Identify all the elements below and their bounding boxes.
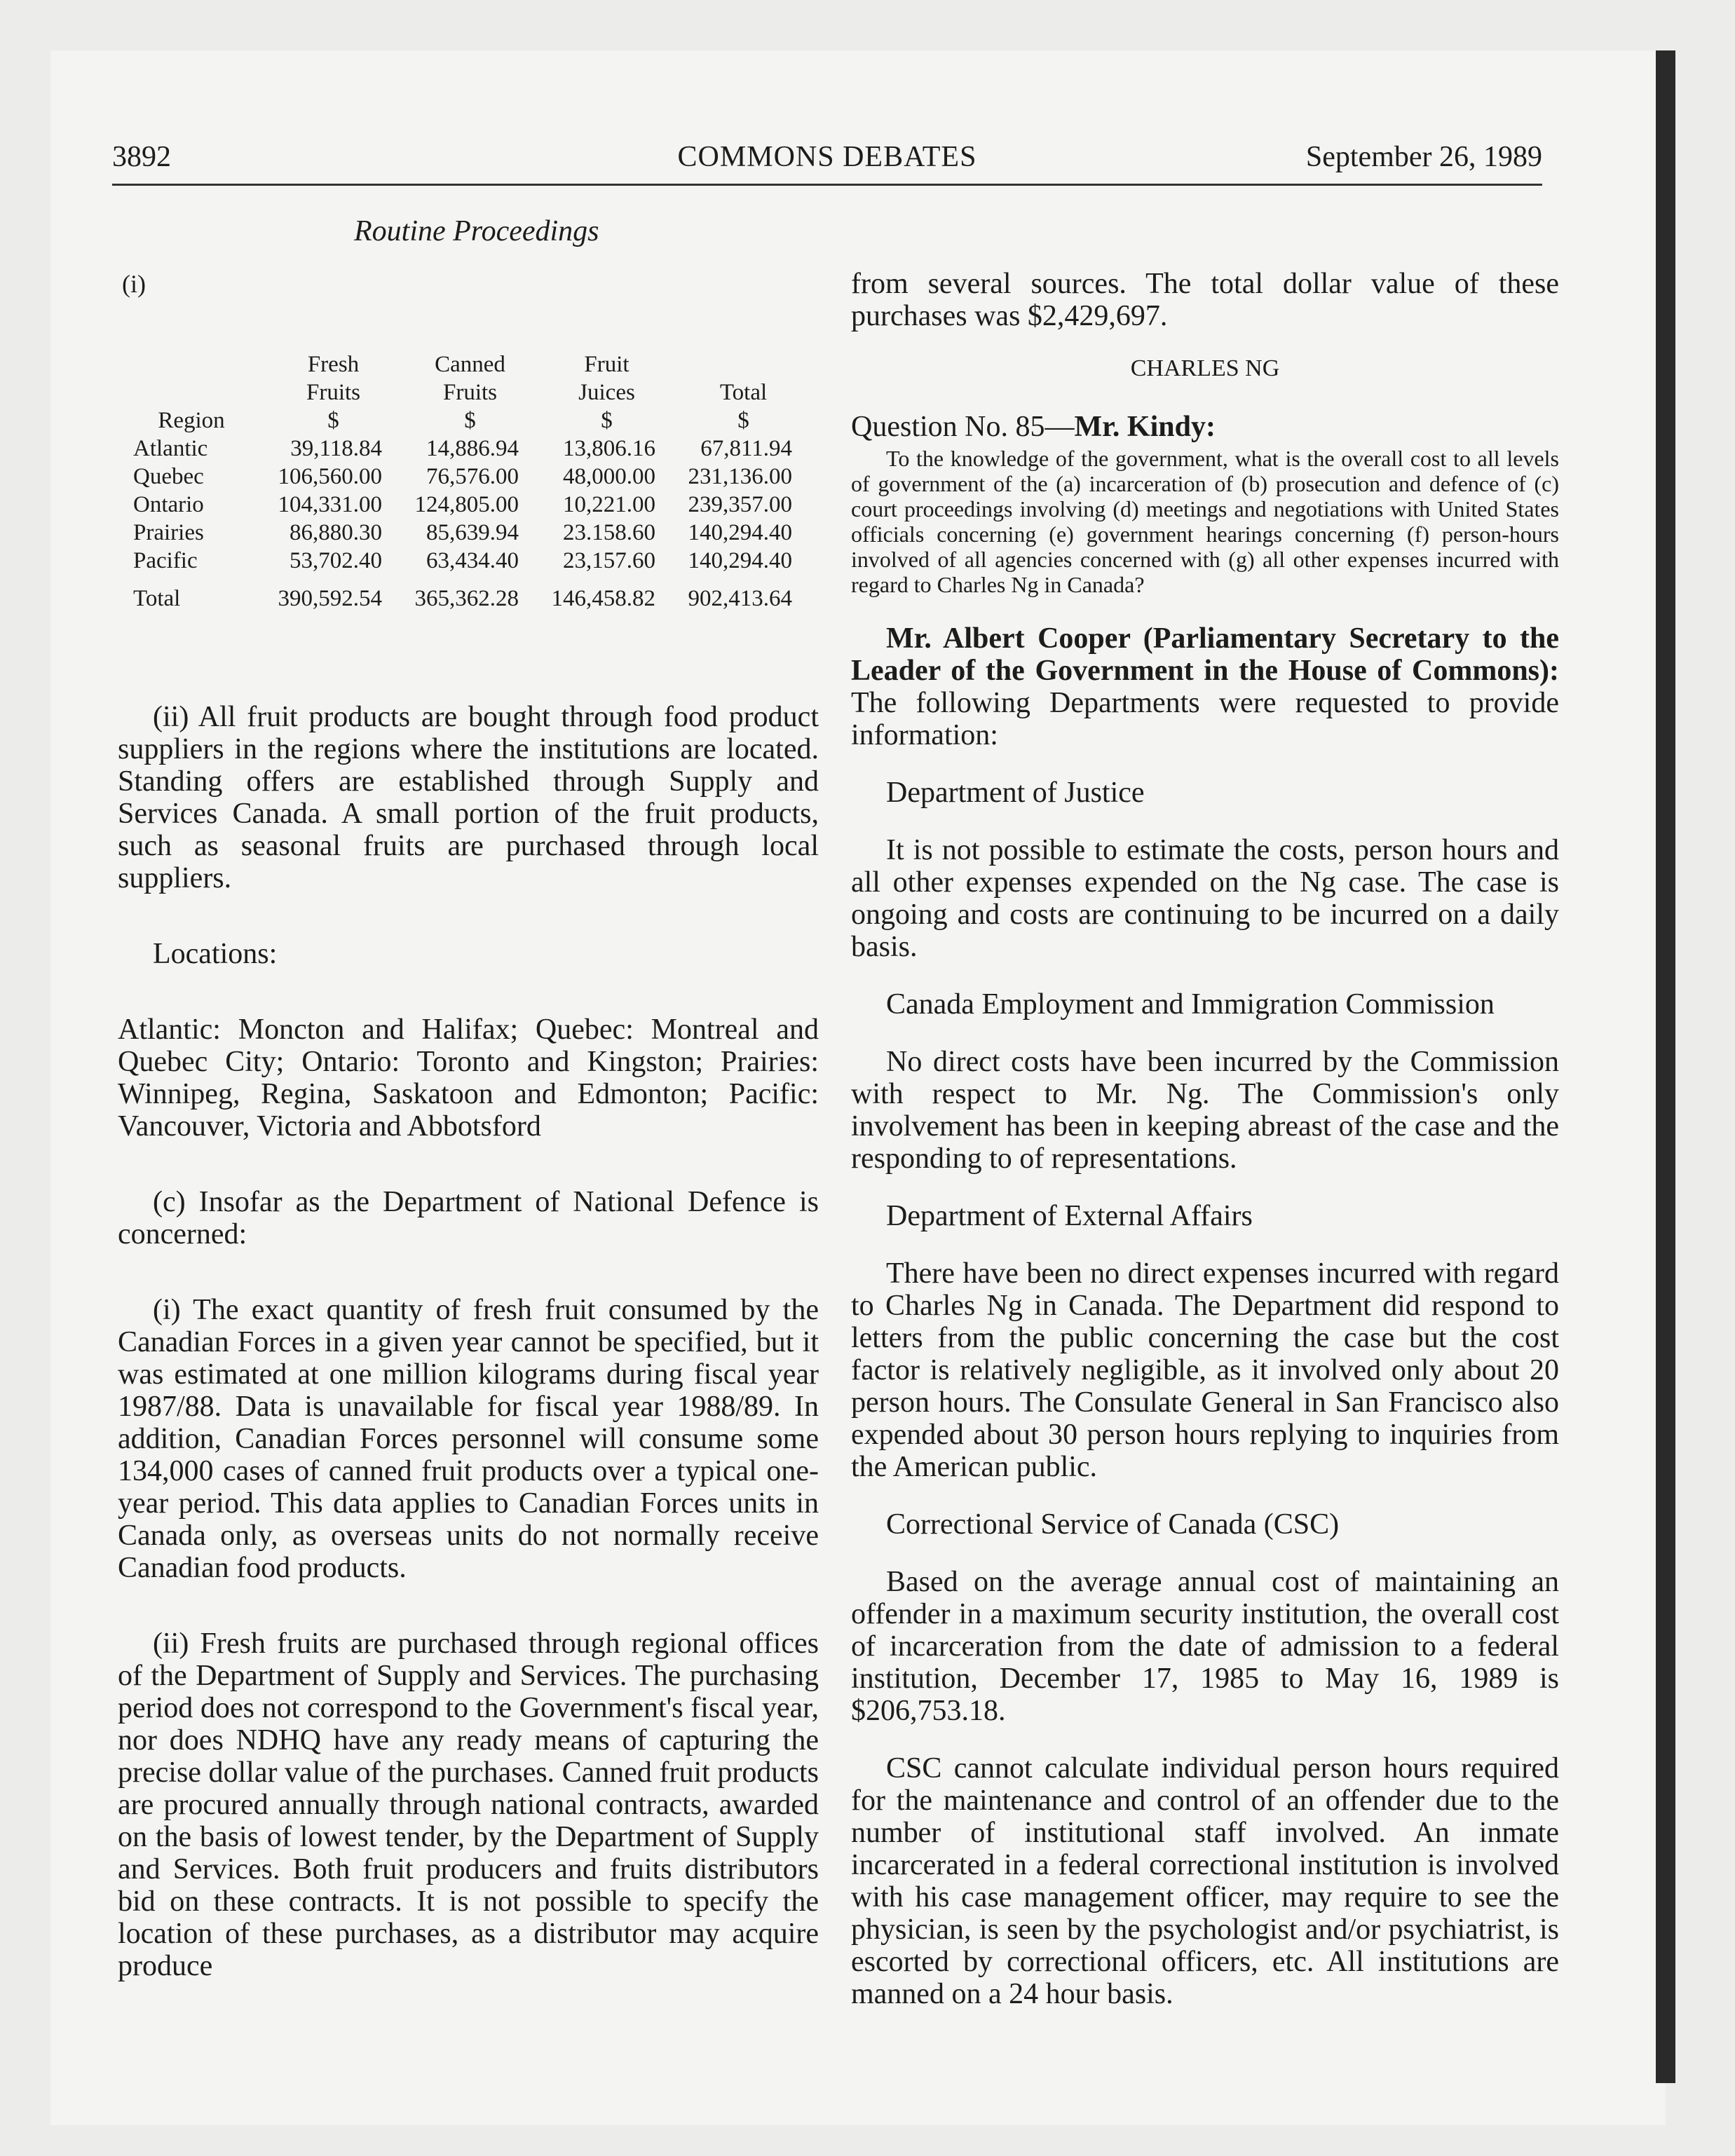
cell-region: Pacific [133, 548, 198, 573]
cell-fresh: 106,560.00 [278, 464, 382, 489]
subject-heading: CHARLES NG [1130, 355, 1280, 381]
justice-text: It is not possible to estimate the costs, person hours and all other expenses expended on the Ng case. The case is ongoing and costs are continuing to be incurred on a daily basis. [851, 834, 1559, 963]
page-number: 3892 [112, 141, 171, 173]
paragraph-c-ii: (ii) Fresh fruits are purchased through regional offices of the Department of Supply and Services. The purchasing period does not correspond to the Government's fiscal year, nor does NDHQ have any ready means of capturing the precise dollar value of the purchases. Canned fruit products are procured annually through national contracts, awarded on the basis of lowest tender, by the Department of Supply and Services. Both fruit producers and fruits distributors bid on these contracts. It is not possible to specify the location of these purchases, as a distributor may acquire produce [118, 1628, 819, 1982]
table-row [118, 547, 812, 575]
cell-total: 140,294.40 [688, 548, 792, 573]
table-total-row [118, 575, 812, 613]
dept-external-heading: Department of External Affairs [886, 1200, 1253, 1232]
paragraph-ii: (ii) All fruit products are bought through food product suppliers in the regions where the institutions are located. Standing offers are established through Supply and Services Canada. A small portion of the fruit products, such as seasonal fruits are purchased through local suppliers. [118, 701, 819, 894]
cell-total: 902,413.64 [688, 586, 792, 611]
speaker-text: The following Departments were requested to provide information: [851, 687, 1559, 751]
cell-region: Ontario [133, 492, 204, 517]
table-row [118, 435, 812, 463]
cell-juices: 23.158.60 [563, 520, 655, 545]
cell-juices: 48,000.00 [563, 464, 655, 489]
cell-region: Prairies [133, 520, 204, 545]
csc-text-1: Based on the average annual cost of maintaining an offender in a maximum security institution, the overall cost of incarceration from the date of admission to a federal institution, December 17, 1985 to May 16, 1989 is $206,753.18. [851, 1566, 1559, 1727]
cell-canned: 124,805.00 [414, 492, 519, 517]
header-fresh: Fresh Fruits $ [306, 352, 361, 433]
publication-date: September 26, 1989 [1305, 141, 1542, 173]
left-column [118, 701, 819, 1982]
table-row [118, 491, 812, 519]
page-header [112, 140, 1542, 185]
locations-text: Atlantic: Moncton and Halifax; Quebec: Montreal and Quebec City; Ontario: Toronto and Kingston; Prairies: Winnipeg, Regina, Saskatoon and Edmonton; Pacific: Vancouver, Victoria and Abbotsford [118, 1014, 819, 1142]
right-column [851, 268, 1559, 2010]
question-member: Mr. Kindy: [1074, 411, 1216, 443]
cell-total: 67,811.94 [700, 436, 792, 461]
dept-ceic-heading: Canada Employment and Immigration Commission [886, 988, 1495, 1021]
csc-text-2: CSC cannot calculate individual person hours required for the maintenance and control of an offender due to the number of institutional staff involved. An inmate incarcerated in a federal correctional institution is involved with his case management officer, may require to see the physician, is seen by the psychologist and/or psychiatrist, is escorted by correctional officers, etc. All institutions are manned on a 24 hour basis. [851, 1752, 1559, 2010]
cell-region: Atlantic [133, 436, 208, 461]
cell-fresh: 86,880.30 [290, 520, 382, 545]
answer-intro [851, 622, 1559, 751]
cell-fresh: 53,702.40 [290, 548, 382, 573]
cell-juices: 23,157.60 [563, 548, 655, 573]
cell-region: Quebec [133, 464, 204, 489]
header-juices: Fruit Juices $ [578, 352, 635, 433]
cell-total: 140,294.40 [688, 520, 792, 545]
locations-label: Locations: [153, 938, 278, 970]
question-text: To the knowledge of the government, what is the overall cost to all levels of government of the (a) incarceration of (b) prosecution and defence of (c) court proceedings involving (d) meetings and negotiations with United States officials concerning (e) government hearings concerning (f) person-hours involved of all agencies concerned with (g) all other expenses incurred with regard to Charles Ng in Canada? [851, 446, 1559, 597]
cell-total: 239,357.00 [688, 492, 792, 517]
dept-csc-heading: Correctional Service of Canada (CSC) [886, 1508, 1340, 1541]
question-heading [851, 411, 1559, 443]
question-number: Question No. 85— [851, 411, 1075, 443]
fruit-cost-table [118, 350, 812, 613]
cell-fresh: 104,331.00 [278, 492, 382, 517]
header-divider [112, 184, 1542, 186]
cell-region: Total [133, 586, 181, 611]
header-canned: Canned Fruits $ [435, 352, 505, 433]
scan-edge-bar [1656, 50, 1675, 2083]
cell-juices: 146,458.82 [551, 586, 655, 611]
section-title: Routine Proceedings [354, 215, 599, 247]
cell-canned: 365,362.28 [414, 586, 519, 611]
dept-justice-heading: Department of Justice [886, 777, 1145, 809]
header-total: Total $ [719, 380, 768, 433]
paragraph-c: (c) Insofar as the Department of National Defence is concerned: [118, 1186, 819, 1250]
table-header-row [118, 350, 812, 435]
publication-title: COMMONS DEBATES [677, 141, 977, 173]
cell-canned: 14,886.94 [426, 436, 519, 461]
continuation-text: from several sources. The total dollar value of these purchases was $2,429,697. [851, 268, 1559, 332]
cell-juices: 10,221.00 [563, 492, 655, 517]
header-region: Region [158, 408, 225, 433]
cell-canned: 76,576.00 [426, 464, 519, 489]
cell-canned: 85,639.94 [426, 520, 519, 545]
cell-fresh: 39,118.84 [290, 436, 382, 461]
table-label: (i) [122, 270, 146, 298]
speaker-name: Mr. Albert Cooper (Parliamentary Secretary to the Leader of the Government in the House of Commons): [851, 622, 1559, 687]
cell-total: 231,136.00 [688, 464, 792, 489]
cell-canned: 63,434.40 [426, 548, 519, 573]
table-row [118, 519, 812, 547]
cell-fresh: 390,592.54 [278, 586, 382, 611]
external-text: There have been no direct expenses incurred with regard to Charles Ng in Canada. The Department did respond to letters from the public concerning the case but the cost factor is relatively negligible, as it involved only about 20 person hours. The Consulate General in San Francisco also expended about 30 person hours replying to inquiries from the American public. [851, 1257, 1559, 1483]
paragraph-c-i: (i) The exact quantity of fresh fruit consumed by the Canadian Forces in a given year cannot be specified, but it was estimated at one million kilograms during fiscal year 1987/88. Data is unavailable for fiscal year 1988/89. In addition, Canadian Forces personnel will consume some 134,000 cases of canned fruit products over a typical one-year period. This data applies to Canadian Forces units in Canada only, as overseas units do not normally receive Canadian food products. [118, 1294, 819, 1584]
table-row [118, 463, 812, 491]
cell-juices: 13,806.16 [563, 436, 655, 461]
ceic-text: No direct costs have been incurred by the Commission with respect to Mr. Ng. The Commission's only involvement has been in keeping abreast of the case and the responding to of representations. [851, 1046, 1559, 1175]
